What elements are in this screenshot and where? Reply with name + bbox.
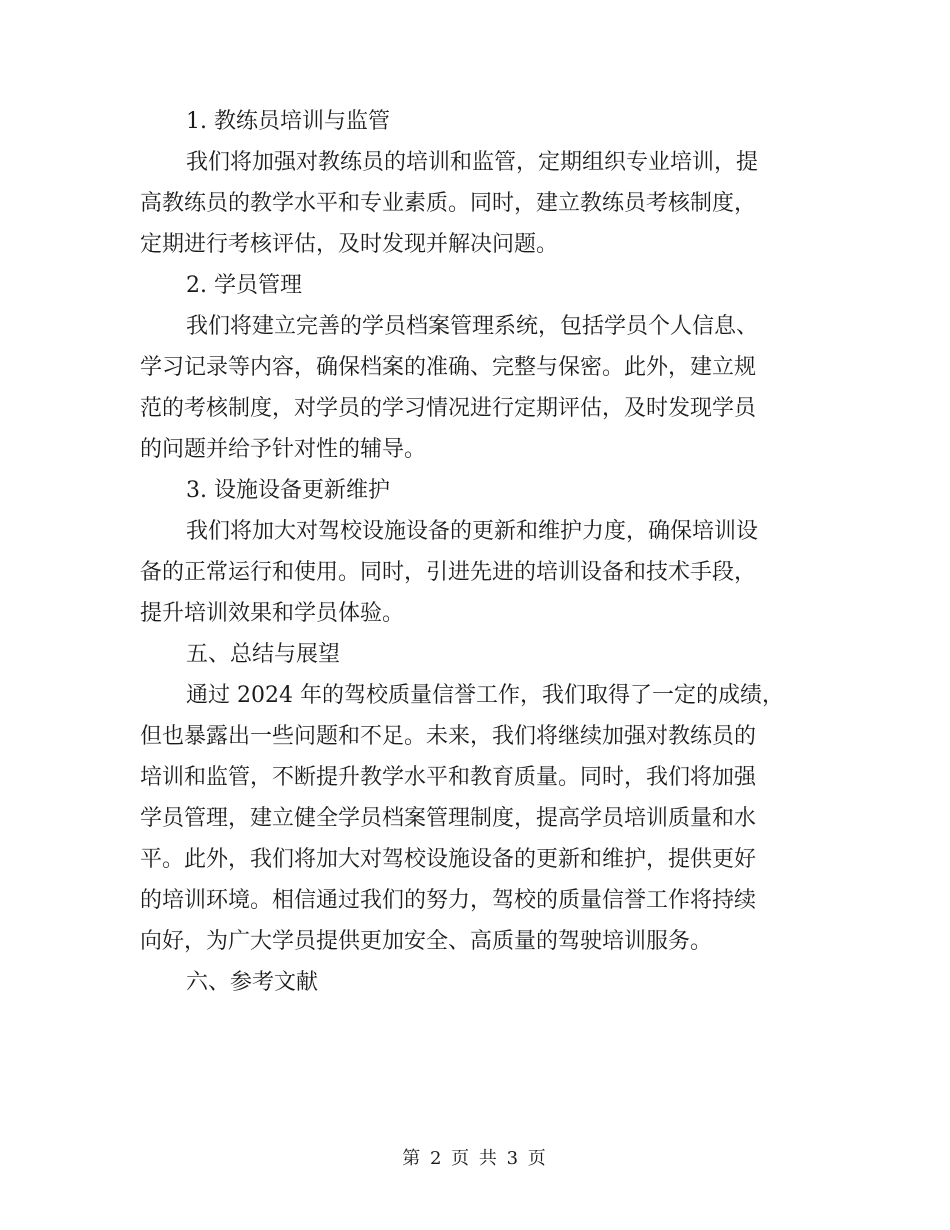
section-heading: 2. 学员管理 bbox=[186, 273, 302, 298]
paragraph-line: 学习记录等内容，确保档案的准确、完整与保密。此外，建立规 bbox=[140, 355, 757, 380]
paragraph-line: 但也暴露出一些问题和不足。未来，我们将继续加强对教练员的 bbox=[140, 724, 757, 749]
page-number-footer: 第 2 页 共 3 页 bbox=[402, 1148, 548, 1169]
paragraph-line: 平。此外，我们将加大对驾校设施设备的更新和维护，提供更好 bbox=[140, 847, 757, 872]
section-heading: 六、参考文献 bbox=[186, 970, 319, 995]
paragraph-line: 备的正常运行和使用。同时，引进先进的培训设备和技术手段， bbox=[140, 560, 757, 585]
paragraph-line: 我们将加强对教练员的培训和监管，定期组织专业培训，提 bbox=[186, 150, 759, 175]
paragraph-line: 的问题并给予针对性的辅导。 bbox=[140, 437, 427, 462]
document-body bbox=[140, 101, 800, 1003]
paragraph-line: 高教练员的教学水平和专业素质。同时，建立教练员考核制度， bbox=[140, 191, 757, 216]
paragraph-line: 培训和监管，不断提升教学水平和教育质量。同时，我们将加强 bbox=[140, 765, 757, 790]
paragraph-line: 我们将建立完善的学员档案管理系统，包括学员个人信息、 bbox=[186, 314, 759, 339]
section-heading: 五、总结与展望 bbox=[186, 642, 341, 667]
paragraph-line: 定期进行考核评估，及时发现并解决问题。 bbox=[140, 232, 559, 257]
paragraph-line: 的培训环境。相信通过我们的努力，驾校的质量信誉工作将持续 bbox=[140, 888, 757, 913]
paragraph-line: 通过 2024 年的驾校质量信誉工作，我们取得了一定的成绩， bbox=[186, 683, 784, 708]
paragraph-line: 我们将加大对驾校设施设备的更新和维护力度，确保培训设 bbox=[186, 519, 759, 544]
paragraph-line: 提升培训效果和学员体验。 bbox=[140, 601, 405, 626]
paragraph-line: 向好，为广大学员提供更加安全、高质量的驾驶培训服务。 bbox=[140, 929, 713, 954]
section-heading: 3. 设施设备更新维护 bbox=[186, 478, 390, 503]
paragraph-line: 范的考核制度，对学员的学习情况进行定期评估，及时发现学员 bbox=[140, 396, 757, 421]
paragraph-line: 学员管理，建立健全学员档案管理制度，提高学员培训质量和水 bbox=[140, 806, 757, 831]
section-heading: 1. 教练员培训与监管 bbox=[186, 109, 390, 134]
